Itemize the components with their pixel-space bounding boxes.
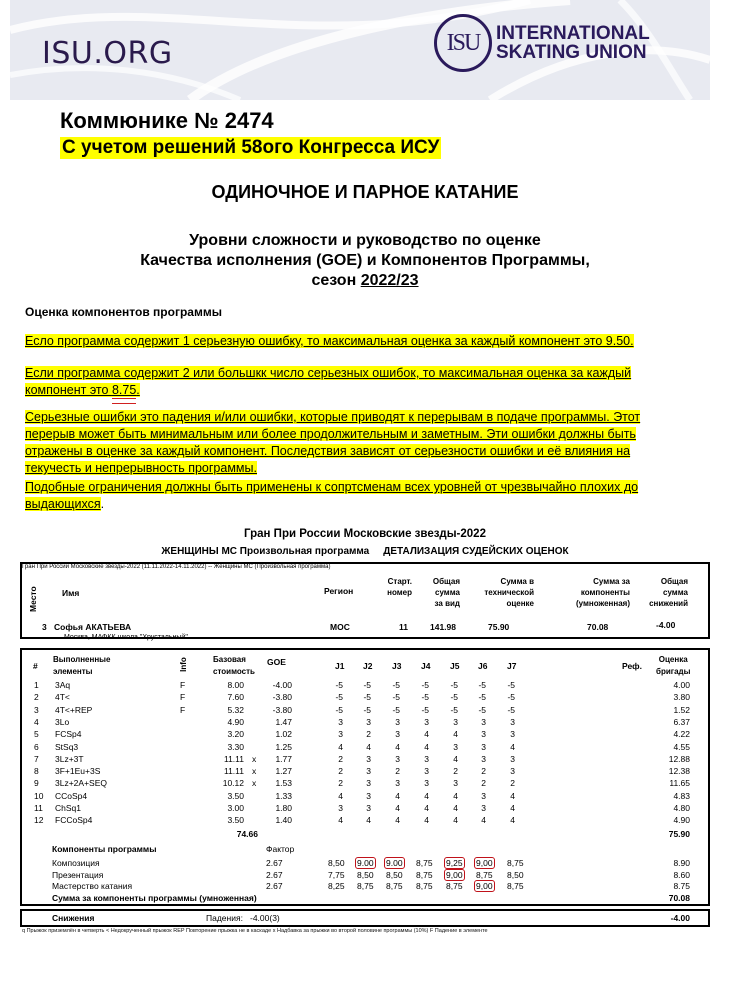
section-title: ОДИНОЧНОЕ И ПАРНОЕ КАТАНИЕ [211,182,519,202]
element-judge-4: 3 [424,753,429,764]
element-panel-score: 1.52 [673,704,690,715]
element-base-value: 3.30 [227,741,244,752]
element-judge-5: 4 [453,729,458,740]
judge-header-7: J7 [507,661,517,671]
element-judge-3: 4 [395,790,400,801]
element-judge-4: -5 [421,704,429,715]
logo-line-2: SKATING UNION [496,42,647,63]
element-judge-3: 3 [395,778,400,789]
element-panel-score: 4.83 [673,790,690,801]
element-judge-2: 3 [366,778,371,789]
element-judge-3: -5 [392,704,400,715]
element-judge-5: 2 [453,766,458,777]
element-base-value: 3.50 [227,815,244,826]
element-judge-7: 4 [510,803,515,813]
element-base-value: 3.50 [227,790,244,801]
element-number: 12 [34,815,44,826]
element-judge-6: 3 [481,716,486,727]
element-number: 5 [34,729,39,740]
judge-score: 8,75 [416,881,433,891]
component-judge-1 [328,870,345,880]
judge-score: 8,75 [386,881,403,891]
header-start: Старт. номер [387,577,412,597]
congress-note: С учетом решений 58ого Конгресса ИСУ [62,137,440,158]
skater-place: 3 [42,622,47,632]
skater-pcs: 70.08 [587,622,609,632]
element-judge-2: 3 [366,790,371,801]
element-judge-1: 2 [338,778,343,789]
element-judge-7: -5 [507,704,515,715]
element-goe: -3.80 [272,704,292,715]
judge-score: 8,25 [328,881,345,891]
element-judge-6: -5 [478,692,486,703]
element-judge-2: -5 [363,680,371,690]
element-panel-score: 4.22 [673,729,690,740]
element-panel-score: 4.80 [673,803,690,813]
element-judge-4: -5 [421,680,429,690]
element-judge-4: 4 [424,790,429,801]
element-judge-4: 4 [424,729,429,740]
falls-label: Падения: [206,913,243,923]
element-judge-3: 2 [395,766,400,777]
highlighted-score: 9.00 [386,858,403,868]
element-judge-1: -5 [335,680,343,690]
subtitle-line-1: Уровни сложности и руководство по оценке [189,232,541,249]
element-goe: 1.47 [275,716,292,727]
element-panel-score: 6.37 [673,716,690,727]
component-judge-3 [386,870,403,880]
highlighted-score: 9,25 [446,858,463,868]
isu-logo [434,14,650,72]
highlighted-score: 9,00 [476,881,493,891]
element-goe: 1.25 [275,741,292,752]
element-panel-score: 3.80 [673,692,690,703]
component-judge-5 [444,858,465,868]
component-judge-5 [444,870,465,880]
el-header-info: Info [178,657,188,672]
element-judge-3: -5 [392,680,400,690]
highlighted-score: 9,00 [476,858,493,868]
header-pcs: Сумма за компоненты (умноженная) [576,577,630,608]
element-code: StSq3 [55,741,79,752]
header-tes: Сумма в технической оценке [484,577,534,608]
component-factor: 2.67 [266,869,283,880]
element-code: FCCoSp4 [55,815,93,826]
judge-score: 8,75 [357,881,374,891]
element-code: FCSp4 [55,729,82,740]
component-judge-6 [476,870,493,880]
element-judge-7: 3 [510,753,515,764]
element-base-value: 3.00 [227,803,244,813]
el-header-ref: Реф. [622,661,642,671]
element-judge-5: 4 [453,815,458,826]
element-code: 3Lo [55,716,70,727]
subtitle-line-2: Качества исполнения (GOE) и Компонентов Программы, [140,252,590,269]
judge-score: 8,75 [476,869,493,880]
element-judge-6: 2 [481,766,486,777]
component-judge-1 [328,858,345,868]
judge-header-5: J5 [450,661,460,671]
judge-score: 8,75 [446,881,463,891]
skater-start: 11 [399,622,408,632]
element-number: 2 [34,692,39,703]
protocol-subtitle: ЖЕНЩИНЫ МС Произвольная программа ДЕТАЛИЗАЦИЯ СУДЕЙСКИХ ОЦЕНОК [161,546,569,557]
element-panel-score: 4.55 [673,741,690,752]
element-judge-2: 4 [366,741,371,752]
el-header-num: # [33,661,38,671]
component-judge-2 [357,881,374,891]
component-judge-4 [416,870,433,880]
el-header-goe: GOE [267,657,286,667]
element-judge-3: 4 [395,815,400,826]
el-header-score: Оценка бригады [656,655,691,676]
element-base-value: 3.20 [227,729,244,740]
header-total: Общая сумма за вид [432,577,460,608]
element-code: 3F+1Eu+3S [55,766,101,777]
element-judge-4: 3 [424,766,429,777]
element-judge-5: -5 [450,692,458,703]
element-judge-1: -5 [335,692,343,703]
components-title: Компоненты программы [52,844,157,854]
element-judge-7: 4 [510,741,515,752]
component-judge-1 [328,881,345,891]
element-goe: 1.53 [275,778,292,789]
element-judge-5: 4 [453,753,458,764]
element-number: 9 [34,778,39,789]
judge-score: 8,50 [507,869,524,880]
element-judge-4: 4 [424,815,429,826]
component-name: Мастерство катания [52,881,133,891]
component-judge-7 [507,881,524,891]
element-base-value: 11.11 [223,766,244,777]
element-judge-7: 4 [510,815,515,826]
paragraph-3: Серьезные ошибки это падения и/или ошибки, которые приводят к перерывам в подаче программы. Этот перерыв может быть минимальным или более продолжительным и заметным. Эти ошибки должны быть отражены в оценке за каждый компонент. Последствия зависят от серьезности ошибки и её влияния на текучесть и непрерывность программы. [25,410,641,475]
element-judge-4: 3 [424,778,429,789]
element-goe: 1.80 [275,803,292,813]
component-judge-2 [357,870,374,880]
judge-score: 8,75 [416,869,433,880]
header-region: Регион [324,586,354,596]
skater-club: Москва, МАФКК школа "Хрустальный" [64,634,188,641]
season: 2022/23 [360,272,419,289]
element-judge-4: 4 [424,741,429,752]
element-judge-1: 2 [338,766,343,777]
element-judge-6: 3 [481,729,486,740]
element-goe: 1.27 [275,766,292,777]
skater-name: Софья АКАТЬЕВА [54,622,132,632]
element-judge-5: 3 [453,716,458,727]
deductions-label: Снижения [52,913,95,923]
element-base-value: 5.32 [227,704,244,715]
element-code: ChSq1 [55,803,81,813]
element-code: 3Lz+3T [55,753,84,764]
element-code: CCoSp4 [55,790,88,801]
element-judge-1: 4 [338,741,343,752]
judge-header-3: J3 [392,661,402,671]
header-place: Место [28,586,38,612]
element-number: 11 [34,803,43,813]
component-judge-6 [474,858,495,868]
element-judge-2: 4 [366,815,371,826]
element-judge-7: -5 [507,680,515,690]
element-judge-1: 3 [338,803,343,813]
header-deductions: Общая сумма снижений [649,577,688,608]
element-judge-7: 3 [510,729,515,740]
element-goe: 1.02 [275,729,292,740]
paragraph-2: Если программа содержит 2 или большкк число серьезных ошибок, то максимальная оценка за каждый компонент это 8.75. [25,366,632,397]
element-info: F [180,692,186,703]
judge-score: 8,75 [507,858,524,868]
element-judge-1: 3 [338,716,343,727]
skater-tes: 75.90 [488,622,510,632]
component-name: Презентация [52,869,104,880]
element-judge-5: 4 [453,790,458,801]
element-goe: 1.40 [275,815,292,826]
element-judge-5: 3 [453,741,458,752]
element-judge-4: 4 [424,803,429,813]
element-info: F [180,680,186,690]
element-judge-7: 3 [510,766,515,777]
component-judge-4 [416,881,433,891]
paragraph-1: Есло программа содержит 1 серьезную ошибку, то максимальная оценка за каждый компонент это 9.50. [25,334,634,348]
element-panel-score: 4.90 [673,815,690,826]
season-prefix: сезон [311,272,361,289]
element-judge-2: 3 [366,753,371,764]
element-judge-1: 4 [338,815,343,826]
element-goe: 1.33 [275,790,292,801]
el-header-base: Базовая стоимость [213,655,255,676]
element-judge-6: 3 [481,803,486,813]
judge-header-6: J6 [478,661,488,671]
pc-section-title: Оценка компонентов программы [25,305,222,319]
element-judge-7: -5 [507,692,515,703]
element-goe: -4.00 [272,680,292,690]
element-bonus-mark: x [252,766,257,777]
judge-score: 8,50 [357,869,374,880]
component-judge-4 [416,858,433,868]
element-judge-7: 3 [510,716,515,727]
judge-score: 7,75 [328,869,345,880]
element-judge-6: 2 [481,778,486,789]
element-base-value: 4.90 [227,716,244,727]
deductions-box [20,909,710,927]
factor-label: Фактор [266,844,295,854]
falls-value: -4.00(3) [250,913,280,923]
element-judge-5: -5 [450,704,458,715]
judge-score: 8,50 [328,858,345,868]
element-panel-score: 12.38 [668,766,690,777]
element-judge-1: 3 [338,729,343,740]
component-judge-3 [386,881,403,891]
component-judge-5 [446,881,463,891]
element-judge-2: 2 [366,729,371,740]
element-judge-6: -5 [478,704,486,715]
element-info: F [180,704,186,715]
judge-score: 8,50 [386,869,403,880]
pcs-sum: 70.08 [668,893,690,903]
element-number: 3 [34,704,39,715]
isu-logo-mark: ISU [434,14,492,72]
logo-line-1: INTERNATIONAL [496,23,650,44]
element-judge-6: -5 [478,680,486,690]
element-judge-6: 3 [481,741,486,752]
deductions-total: -4.00 [670,913,690,923]
element-judge-1: 4 [338,790,343,801]
element-base-value: 11.11 [223,753,244,764]
element-judge-4: -5 [421,692,429,703]
highlighted-score: 9,00 [446,869,463,880]
header-name: Имя [62,588,80,598]
element-judge-4: 3 [424,716,429,727]
element-judge-3: 4 [395,803,400,813]
element-judge-2: 3 [366,716,371,727]
communication-number: Коммюнике № 2474 [60,108,274,133]
element-bonus-mark: x [252,753,257,764]
abbreviation-legend: q Прыжок приземлён в четверть < Недокрученный прыжок REP Повторение прыжка не в каскаде x Надбавка за прыжки во второй половине программы (10%) F Падение в элементе [22,928,488,934]
component-judge-2 [355,858,376,868]
element-judge-7: 4 [510,790,515,801]
skater-total: 141.98 [430,622,456,632]
el-header-elements: Выполненные элементы [53,655,111,676]
element-number: 10 [34,790,44,801]
component-judge-3 [384,858,405,868]
element-base-value: 7.60 [227,692,244,703]
component-panel-score: 8.90 [673,858,690,868]
component-panel-score: 8.60 [673,869,690,880]
element-judge-7: 2 [510,778,515,789]
element-code: 4T< [55,692,70,703]
base-value-total: 74.66 [236,829,258,839]
element-judge-2: 3 [366,803,371,813]
element-panel-score: 12.88 [668,753,690,764]
element-judge-6: 4 [481,815,486,826]
element-judge-1: 2 [338,753,343,764]
element-base-value: 10.12 [222,778,244,789]
document-subtitle [0,231,730,291]
judge-header-2: J2 [363,661,373,671]
element-judge-3: 3 [395,716,400,727]
element-panel-score: 4.00 [673,680,690,690]
protocol-title: Гран При России Московские звезды-2022 [244,528,486,540]
element-judge-1: -5 [335,704,343,715]
judge-score: 8,75 [507,881,524,891]
element-number: 6 [34,741,39,752]
skater-region: MOC [330,622,350,632]
element-judge-2: -5 [363,704,371,715]
element-goe: 1.77 [275,753,292,764]
element-panel-score: 11.65 [669,778,690,789]
skater-deductions: -4.00 [656,620,676,630]
element-judge-3: 4 [395,741,400,752]
component-panel-score: 8.75 [673,881,690,891]
element-judge-3: 3 [395,729,400,740]
element-judge-2: 3 [366,766,371,777]
judge-score: 8,75 [416,858,433,868]
element-code: 4T<+REP [55,704,93,715]
tes-total: 75.90 [668,829,690,839]
element-number: 7 [34,753,39,764]
component-judge-7 [507,858,524,868]
element-number: 4 [34,716,39,727]
element-judge-2: -5 [363,692,371,703]
site-name: ISU.ORG [42,36,173,71]
element-judge-5: 3 [453,778,458,789]
paragraph-4: Подобные ограничения должны быть применены к сопртсменам всех уровней от чрезвычайно плохих до выдающихся. [25,480,639,511]
cap-value: 8.75 [111,383,137,397]
element-code: 3Aq [55,680,71,690]
component-name: Композиция [52,858,100,868]
component-judge-6 [474,881,495,891]
element-judge-6: 3 [481,753,486,764]
element-judge-5: 4 [453,803,458,813]
element-judge-5: -5 [450,680,458,690]
component-factor: 2.67 [266,858,283,868]
element-judge-6: 3 [481,790,486,801]
element-base-value: 8.00 [227,680,244,690]
highlighted-score: 9.00 [357,858,374,868]
event-line: Гран При России Московские звезды-2022 (11.11.2022-14.11.2022) -- Женщины МС (Произвольная программа) [22,564,331,570]
isu-banner [10,0,710,100]
judge-header-4: J4 [421,661,431,671]
element-number: 1 [34,680,39,690]
element-bonus-mark: x [252,778,257,789]
element-number: 8 [34,766,39,777]
component-judge-7 [507,870,524,880]
element-goe: -3.80 [272,692,292,703]
judge-header-1: J1 [335,661,345,671]
element-judge-3: 3 [395,753,400,764]
pcs-sum-label: Сумма за компоненты программы (умноженная) [52,893,257,903]
element-code: 3Lz+2A+SEQ [55,778,107,789]
component-factor: 2.67 [266,881,283,891]
element-judge-3: -5 [392,692,400,703]
